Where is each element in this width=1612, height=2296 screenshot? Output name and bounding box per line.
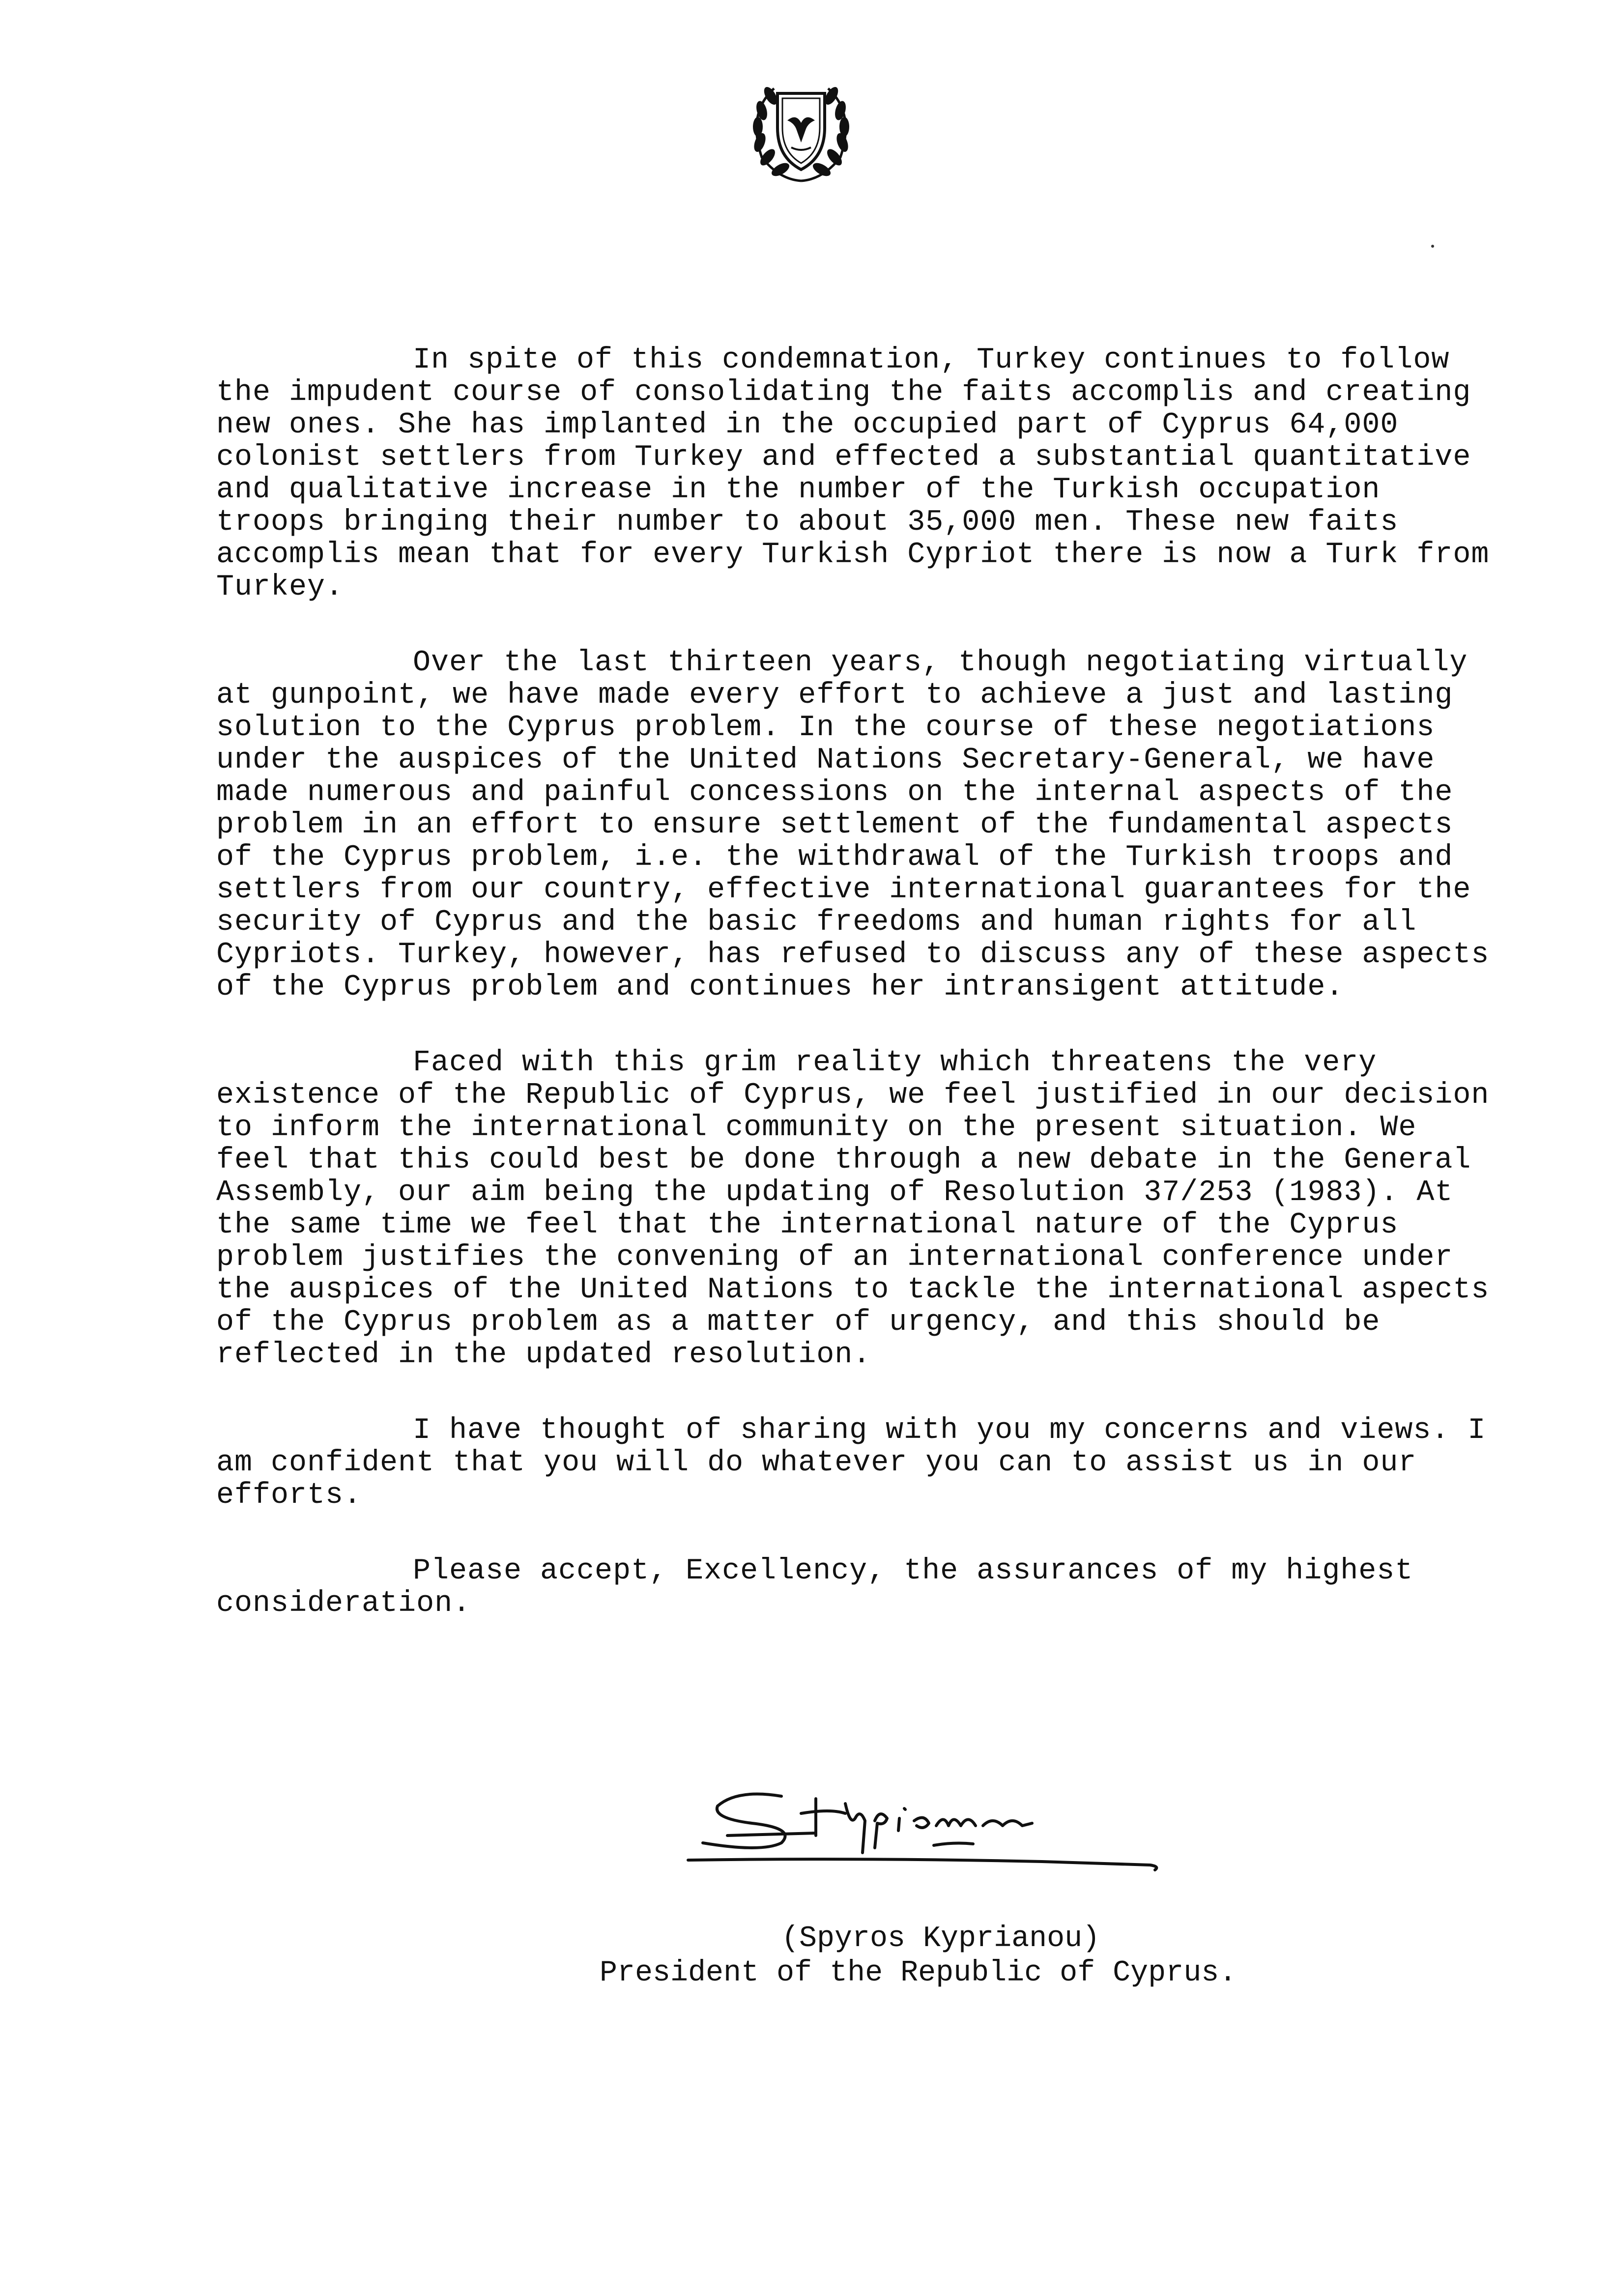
paragraph: In spite of this condemnation, Turkey continues to follow the impudent course of consolidating the faits accomplis and creating new ones. She has implanted in the occupied part of Cyprus 64,000 colonist settlers from Turkey and effected a substantial quantitative and qualitative increase in the number of the Turkish occupation troops bringing their number to about 35,000 men. These new faits accomplis mean that for every Turkish Cypriot there is now a Turk from Turkey. [216,344,1490,604]
cyprus-coat-of-arms-icon [727,74,875,187]
paragraph: Over the last thirteen years, though negotiating virtually at gunpoint, we have made every effort to achieve a just and lasting solution to the Cyprus problem. In the course of these negotiations under the auspices of the United Nations Secretary-General, we have made numerous and painful concessions on the internal aspects of the problem in an effort to ensure settlement of the fundamental aspects of the Cyprus problem, i.e. the withdrawal of the Turkish troops and settlers from our country, effective international guarantees for the security of Cyprus and the basic freedoms and human rights for all Cypriots. Turkey, however, has refused to discuss any of these aspects of the Cyprus problem and continues her intransigent attitude. [216,646,1490,1004]
paragraph: Please accept, Excellency, the assurances of my highest consideration. [216,1554,1413,1620]
signer-title: President of the Republic of Cyprus. [600,1956,1237,1990]
letter-body [216,344,1504,1663]
signer-block [590,1922,1327,1990]
signer-name: (Spyros Kyprianou) [781,1922,1100,1955]
paragraph: Faced with this grim reality which threatens the very existence of the Republic of Cyprus, we feel justified in our decision to inform the international community on the present situation. We feel that this could best be done through a new debate in the General Assembly, our aim being the updating of Resolution 37/253 (1983). At the same time we feel that the international nature of the Cyprus problem justifies the convening of an international conference under the auspices of the United Nations to tackle the international aspects of the Cyprus problem as a matter of urgency, and this should be reflected in the updated resolution. [216,1046,1490,1372]
paragraph: I have thought of sharing with you my concerns and views. I am confident that you will do whatever you can to assist us in our efforts. [216,1414,1486,1512]
scan-speck [1431,245,1434,248]
handwritten-signature-icon [668,1779,1189,1877]
